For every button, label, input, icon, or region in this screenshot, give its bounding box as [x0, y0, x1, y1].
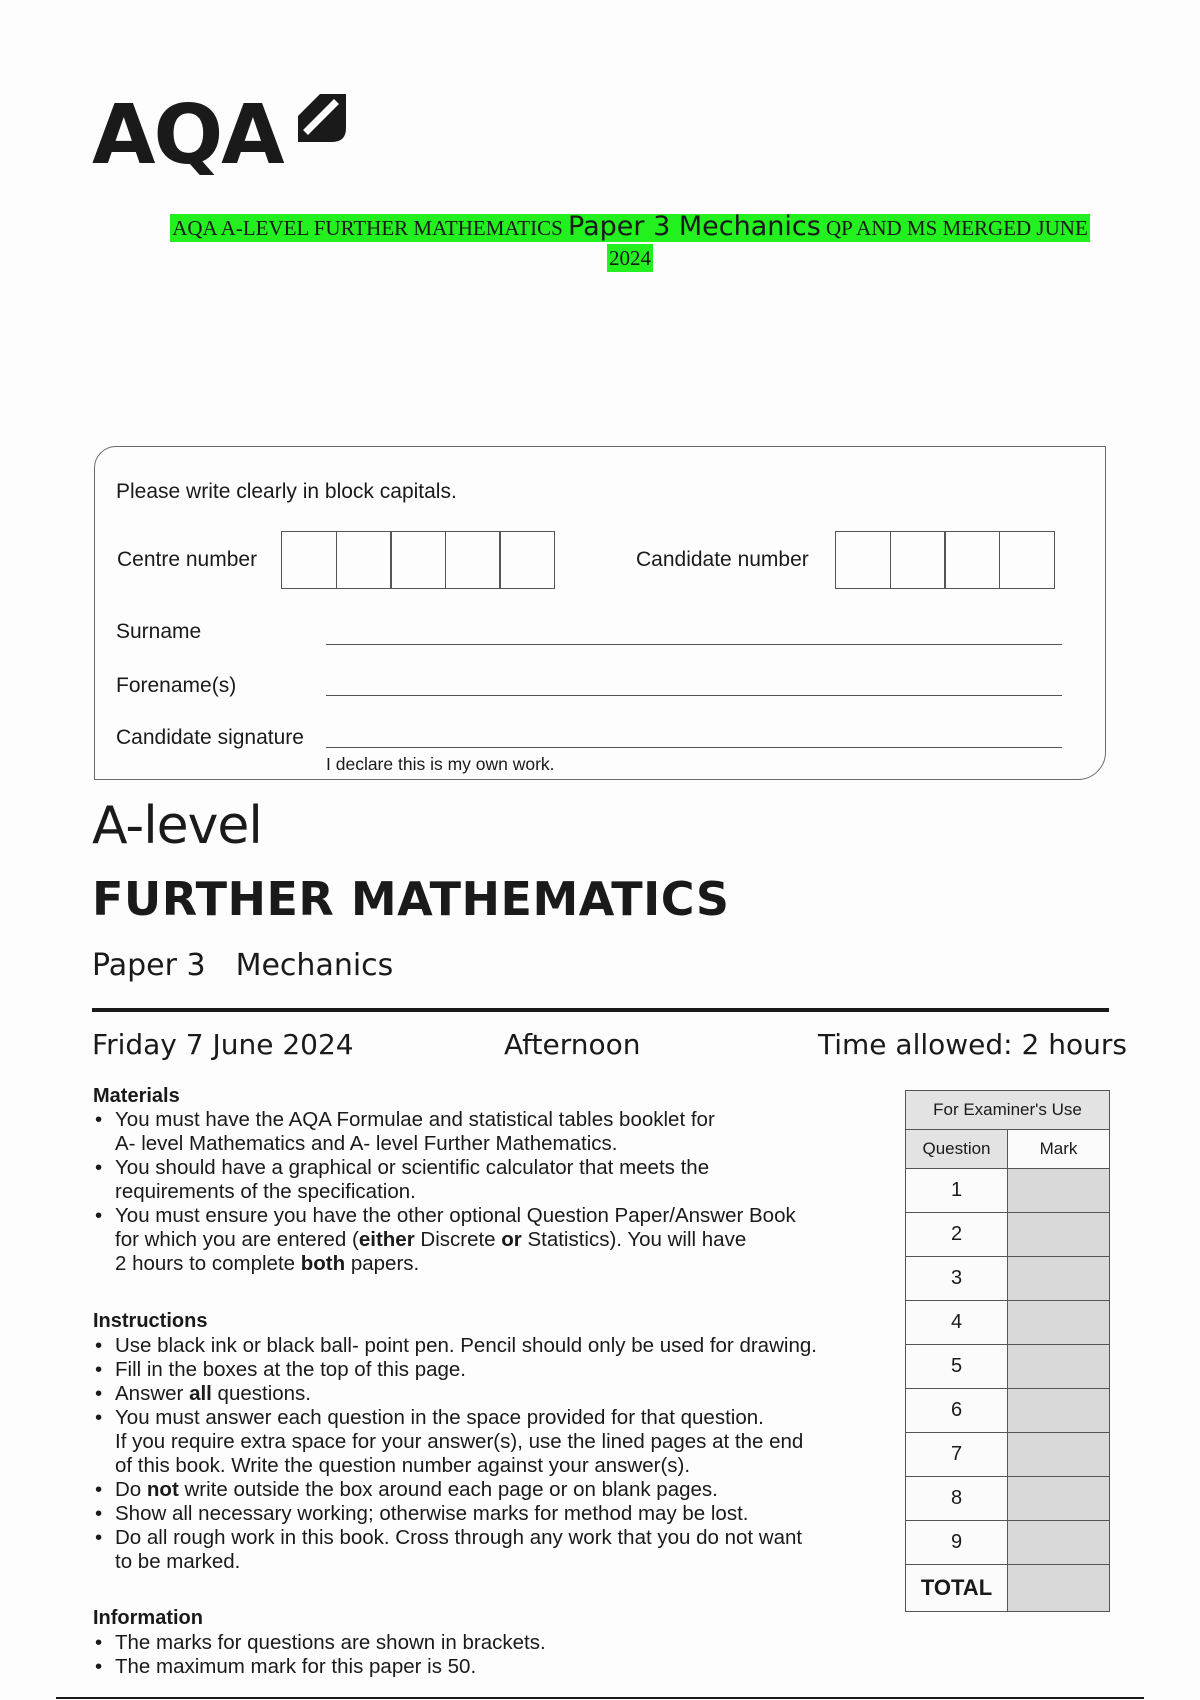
centre-digit-box[interactable] [336, 531, 392, 589]
logo-flag-icon [294, 90, 350, 146]
paper-number: Paper 3 [92, 948, 206, 983]
time-allowed: Time allowed: 2 hours [818, 1028, 1127, 1061]
exam-session: Afternoon [504, 1028, 641, 1061]
list-item: • Show all necessary working; otherwise marks for method may be lost. [93, 1502, 893, 1526]
list-item: • Do not write outside the box around each page or on blank pages. [93, 1478, 893, 1502]
title-part-4: 2024 [609, 246, 651, 270]
mark-column-header: Mark [1008, 1130, 1110, 1169]
mark-cell [1008, 1169, 1110, 1213]
centre-number-label: Centre number [117, 548, 258, 571]
paper-component: Mechanics [235, 948, 394, 983]
centre-digit-box[interactable] [281, 531, 337, 589]
list-item: • Do all rough work in this book. Cross through any work that you do not want to be marked. [93, 1526, 893, 1574]
subject-title: FURTHER MATHEMATICS [92, 872, 730, 926]
question-number: 2 [906, 1213, 1008, 1257]
list-item: • The maximum mark for this paper is 50. [93, 1655, 873, 1679]
aqa-logo [92, 88, 362, 183]
mark-cell [1008, 1389, 1110, 1433]
question-number: 9 [906, 1521, 1008, 1565]
candidate-digit-box[interactable] [999, 531, 1055, 589]
materials-list [93, 1108, 873, 1276]
question-number: 6 [906, 1389, 1008, 1433]
mark-cell [1008, 1477, 1110, 1521]
qualification-level: A-level [92, 796, 262, 856]
mark-cell [1008, 1433, 1110, 1477]
title-part-2: Paper 3 Mechanics [568, 211, 821, 242]
surname-field[interactable] [326, 644, 1062, 645]
surname-label: Surname [116, 620, 202, 643]
bottom-divider [56, 1697, 1144, 1699]
list-item: • Fill in the boxes at the top of this page. [93, 1358, 893, 1382]
block-capitals-instruction: Please write clearly in block capitals. [116, 480, 457, 503]
materials-heading: Materials [93, 1085, 180, 1107]
list-item: • You must have the AQA Formulae and statistical tables booklet for A- level Mathematics and A- level Further Mathematics. [93, 1108, 873, 1156]
signature-field[interactable] [326, 747, 1062, 748]
list-item: • Use black ink or black ball- point pen. Pencil should only be used for drawing. [93, 1334, 893, 1358]
signature-label: Candidate signature [116, 726, 304, 749]
question-number: 4 [906, 1301, 1008, 1345]
list-item: • You should have a graphical or scientific calculator that meets the requirements of the specification. [93, 1156, 873, 1204]
document-title [96, 212, 1164, 273]
question-number: 7 [906, 1433, 1008, 1477]
list-item: • You must answer each question in the space provided for that question. If you require extra space for your answer(s), use the lined pages at the end of this book. Write the question number against your answer(s). [93, 1406, 893, 1478]
question-column-header: Question [906, 1130, 1008, 1169]
centre-digit-box[interactable] [390, 531, 446, 589]
question-number: 1 [906, 1169, 1008, 1213]
examiner-table-title: For Examiner's Use [906, 1091, 1110, 1130]
divider [92, 1008, 1109, 1012]
mark-cell [1008, 1345, 1110, 1389]
total-label: TOTAL [906, 1565, 1008, 1612]
mark-cell [1008, 1213, 1110, 1257]
candidate-number-label: Candidate number [636, 548, 809, 571]
information-list [93, 1631, 873, 1679]
list-item: • Answer all questions. [93, 1382, 893, 1406]
declaration-text: I declare this is my own work. [326, 754, 555, 774]
candidate-digit-box[interactable] [835, 531, 891, 589]
centre-digit-box[interactable] [499, 531, 555, 589]
information-heading: Information [93, 1607, 203, 1629]
instructions-heading: Instructions [93, 1310, 208, 1332]
candidate-digit-box[interactable] [944, 531, 1000, 589]
question-number: 3 [906, 1257, 1008, 1301]
question-number: 5 [906, 1345, 1008, 1389]
list-item: • You must ensure you have the other optional Question Paper/Answer Book for which you are entered (either Discrete or Statistics). You will have 2 hours to complete both papers. [93, 1204, 873, 1276]
mark-cell [1008, 1521, 1110, 1565]
list-item: • The marks for questions are shown in brackets. [93, 1631, 873, 1655]
exam-date: Friday 7 June 2024 [92, 1028, 354, 1061]
candidate-number-boxes[interactable] [835, 531, 1053, 589]
question-number: 8 [906, 1477, 1008, 1521]
mark-cell [1008, 1257, 1110, 1301]
centre-digit-box[interactable] [445, 531, 501, 589]
paper-title [92, 948, 393, 983]
title-part-1: AQA A-LEVEL FURTHER MATHEMATICS [172, 216, 563, 240]
mark-cell [1008, 1301, 1110, 1345]
forename-field[interactable] [326, 695, 1062, 696]
examiner-use-table [905, 1090, 1110, 1612]
total-mark-cell [1008, 1565, 1110, 1612]
candidate-digit-box[interactable] [890, 531, 946, 589]
centre-number-boxes[interactable] [281, 531, 554, 589]
forename-label: Forename(s) [116, 674, 237, 697]
logo-text: AQA [92, 88, 283, 183]
title-part-3: QP AND MS MERGED JUNE [826, 216, 1088, 240]
instructions-list [93, 1334, 893, 1574]
